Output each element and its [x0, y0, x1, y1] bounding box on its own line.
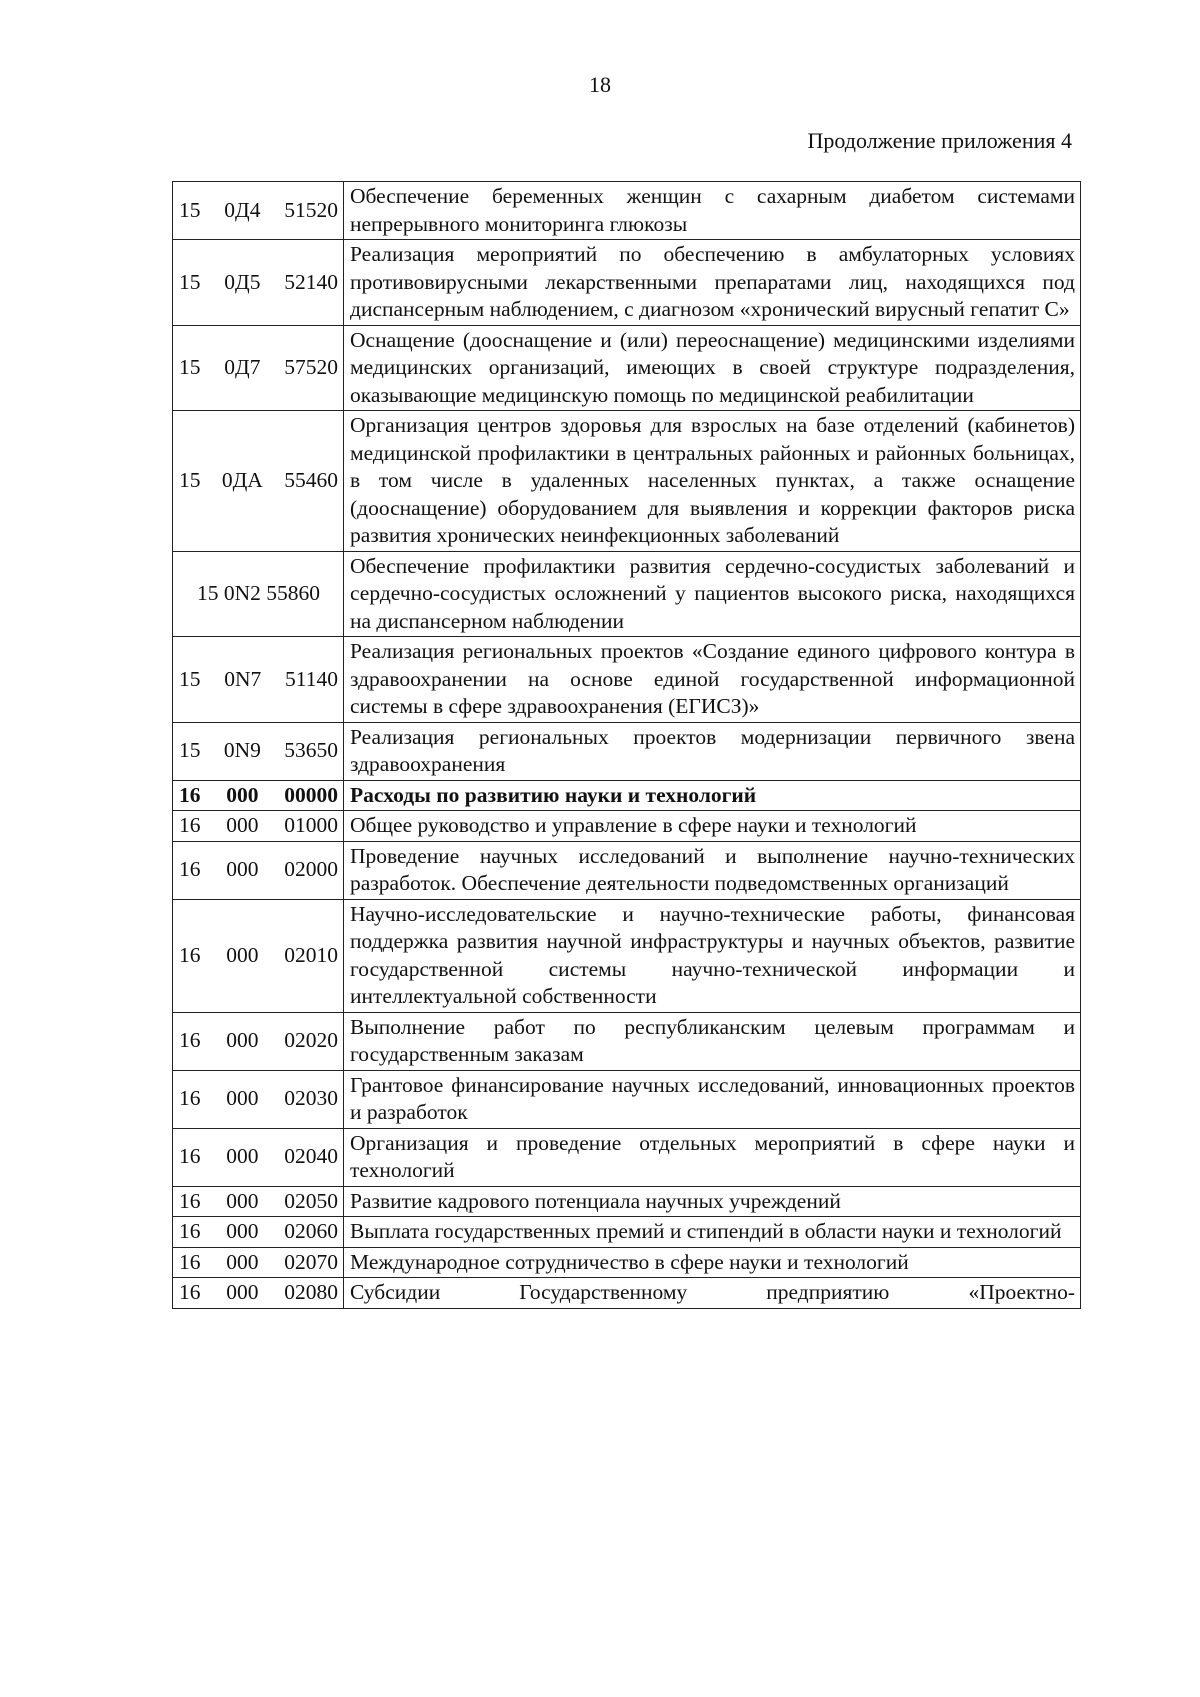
code-part: 15: [179, 468, 201, 492]
classification-code-cell: [173, 722, 344, 780]
classification-code-cell: [173, 1247, 344, 1278]
code-part: 16: [179, 813, 201, 837]
classification-code-cell: [173, 780, 344, 811]
table-row: [173, 1012, 1081, 1070]
code-part: 01000: [284, 813, 338, 837]
code-part: 000: [226, 1219, 259, 1243]
code-part: 02030: [284, 1086, 338, 1111]
expense-description: Научно-исследовательские и научно-технические работы, финансовая поддержка развития научной инфраструктуры и научных объектов, развитие государственной системы научно-технической информации и интеллектуальной собственности: [344, 899, 1081, 1012]
expense-description: Реализация региональных проектов «Создание единого цифрового контура в здравоохранении на основе единой государственной информационной системы в сфере здравоохранения (ЕГИСЗ)»: [344, 637, 1081, 723]
page-number: 18: [589, 72, 611, 97]
code-part: 15: [179, 666, 201, 691]
classification-code: [179, 666, 338, 694]
code-part: 02070: [284, 1249, 338, 1274]
expense-description: Реализация мероприятий по обеспечению в амбулаторных условиях противовирусными лекарственными препаратами лиц, находящихся под диспансерным наблюдением, с диагнозом «хронический вирусный гепатит С»: [344, 240, 1081, 326]
expense-description: Выполнение работ по республиканским целевым программам и государственным заказам: [344, 1012, 1081, 1070]
table-row: [173, 411, 1081, 552]
code-part: 16: [179, 1219, 201, 1243]
expense-description: Выплата государственных премий и стипендий в области науки и технологий: [344, 1217, 1081, 1248]
budget-classification-table: [172, 181, 1081, 1309]
expense-description: Организация и проведение отдельных мероприятий в сфере науки и технологий: [344, 1128, 1081, 1186]
code-part: 02050: [284, 1188, 338, 1213]
code-part: 16: [179, 1144, 201, 1169]
code-part: 02060: [284, 1219, 338, 1243]
classification-code-cell: [173, 1186, 344, 1217]
classification-code: [179, 197, 338, 225]
expense-description: Развитие кадрового потенциала научных учреждений: [344, 1186, 1081, 1217]
classification-code: [179, 1218, 338, 1246]
classification-code: [179, 1027, 338, 1055]
code-part: 16: [179, 1188, 201, 1213]
expense-description: Грантовое финансирование научных исследований, инновационных проектов и разработок: [344, 1070, 1081, 1128]
expense-description: Международное сотрудничество в сфере науки и технологий: [344, 1247, 1081, 1278]
expense-description: Общее руководство и управление в сфере науки и технологий: [344, 811, 1081, 842]
table-row: [173, 1278, 1081, 1309]
expense-description: Оснащение (дооснащение и (или) переоснащение) медицинскими изделиями медицинских организаций, имеющих в своей структуре подразделения, оказывающие медицинскую помощь по медицинской реабилитации: [344, 325, 1081, 411]
table-row: [173, 722, 1081, 780]
code-part: 000: [226, 782, 259, 807]
code-part: 16: [179, 1086, 201, 1111]
table-row: [173, 1186, 1081, 1217]
classification-code: [179, 1188, 338, 1216]
table-row: [173, 1217, 1081, 1248]
table-row: [173, 1070, 1081, 1128]
code-part: 51140: [285, 666, 338, 691]
classification-code-cell: [173, 811, 344, 842]
classification-code: [179, 1143, 338, 1171]
code-part: 16: [179, 857, 201, 882]
code-part: 000: [226, 1188, 259, 1213]
expense-description: Расходы по развитию науки и технологий: [344, 780, 1081, 811]
code-part: 15: [179, 197, 201, 222]
code-part: 16: [179, 1249, 201, 1274]
expense-description: Обеспечение беременных женщин с сахарным диабетом системами непрерывного мониторинга глюкозы: [344, 182, 1081, 240]
code-part: 000: [226, 1144, 259, 1169]
expense-description: Проведение научных исследований и выполнение научно-технических разработок. Обеспечение деятельности подведомственных организаций: [344, 841, 1081, 899]
code-part: 000: [226, 1280, 259, 1304]
appendix-continuation-note: Продолжение приложения 4: [807, 128, 1072, 153]
classification-code-cell: [173, 637, 344, 723]
code-part: 15: [179, 269, 201, 294]
code-part: 0ДА: [221, 468, 263, 492]
table-body: [173, 182, 1081, 1309]
code-part: 0Д7: [224, 355, 261, 379]
classification-code-cell: [173, 899, 344, 1012]
classification-code-cell: [173, 182, 344, 240]
classification-code: [179, 782, 338, 810]
classification-code-cell: [173, 551, 344, 637]
classification-code: [179, 354, 338, 382]
classification-code: [179, 812, 338, 840]
table-row: [173, 780, 1081, 811]
code-part: 52140: [284, 269, 338, 294]
code-part: 000: [226, 1028, 259, 1053]
code-part: 15: [179, 355, 201, 379]
code-part: 15 0N2 55860: [196, 581, 321, 605]
table-row: [173, 1128, 1081, 1186]
table-row: [173, 182, 1081, 240]
code-part: 16: [179, 1028, 201, 1053]
code-part: 55460: [284, 468, 338, 492]
expense-description: Субсидии Государственному предприятию «Проектно-: [344, 1278, 1081, 1309]
classification-code: [179, 856, 338, 884]
classification-code-cell: [173, 240, 344, 326]
expense-description: Реализация региональных проектов модернизации первичного звена здравоохранения: [344, 722, 1081, 780]
expense-description: Организация центров здоровья для взрослых на базе отделений (кабинетов) медицинской профилактики в центральных районных и районных больницах, в том числе в удаленных населенных пунктах, а также оснащение (дооснащение) оборудованием для выявления и коррекции факторов риска развития хронических неинфекционных заболеваний: [344, 411, 1081, 552]
code-part: 02000: [284, 857, 338, 882]
code-part: 16: [179, 942, 201, 967]
classification-code: [179, 467, 338, 495]
classification-code-cell: [173, 1217, 344, 1248]
code-part: 00000: [284, 782, 338, 807]
classification-code-cell: [173, 1278, 344, 1309]
table-row: [173, 1247, 1081, 1278]
classification-code-cell: [173, 411, 344, 552]
classification-code: [179, 942, 338, 970]
table-row: [173, 811, 1081, 842]
code-part: 02020: [284, 1028, 338, 1053]
classification-code-cell: [173, 841, 344, 899]
classification-code-cell: [173, 325, 344, 411]
code-part: 0Д4: [224, 197, 261, 222]
classification-code-cell: [173, 1128, 344, 1186]
code-part: 16: [179, 782, 201, 807]
classification-code: [179, 1085, 338, 1113]
code-part: 000: [226, 1086, 259, 1111]
table-row: [173, 841, 1081, 899]
table-row: [173, 551, 1081, 637]
code-part: 53650: [284, 738, 338, 763]
code-part: 0N9: [223, 738, 261, 763]
table-row: [173, 240, 1081, 326]
code-part: 02010: [284, 942, 338, 967]
classification-code: [179, 1249, 338, 1277]
code-part: 16: [179, 1280, 201, 1304]
code-part: 57520: [284, 355, 338, 379]
classification-code: [179, 1279, 338, 1307]
classification-code-cell: [173, 1012, 344, 1070]
code-part: 000: [226, 813, 259, 837]
code-part: 02080: [284, 1280, 338, 1304]
table-row: [173, 899, 1081, 1012]
expense-description: Обеспечение профилактики развития сердечно-сосудистых заболеваний и сердечно-сосудистых осложнений у пациентов высокого риска, находящихся на диспансерном наблюдении: [344, 551, 1081, 637]
code-part: 0Д5: [224, 269, 261, 294]
table-row: [173, 325, 1081, 411]
code-part: 000: [226, 942, 259, 967]
code-part: 0N7: [224, 666, 262, 691]
code-part: 000: [226, 1249, 259, 1274]
classification-code: [179, 737, 338, 765]
code-part: 000: [226, 857, 259, 882]
classification-code: [179, 269, 338, 297]
code-part: 51520: [284, 197, 338, 222]
code-part: 02040: [284, 1144, 338, 1169]
code-part: 15: [179, 738, 201, 763]
classification-code: [179, 580, 338, 608]
table-row: [173, 637, 1081, 723]
classification-code-cell: [173, 1070, 344, 1128]
